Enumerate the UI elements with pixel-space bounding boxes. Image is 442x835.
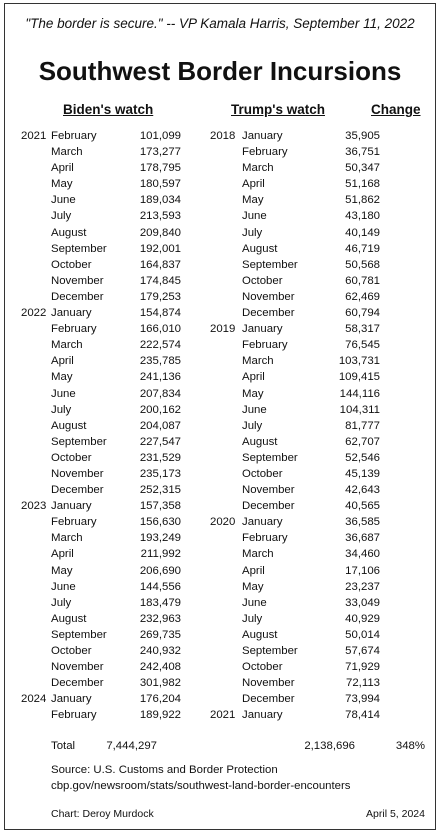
- trump-row: [210, 144, 390, 160]
- month-label: December: [51, 677, 104, 690]
- month-label: March: [51, 146, 83, 159]
- biden-row: [21, 434, 199, 450]
- biden-row: [21, 595, 199, 611]
- month-label: August: [51, 419, 87, 432]
- month-label: September: [51, 628, 107, 641]
- biden-row: [21, 643, 199, 659]
- biden-row: [21, 208, 199, 224]
- encounter-value: 144,556: [139, 580, 181, 593]
- quote: "The border is secure." -- VP Kamala Harris, September 11, 2022: [25, 16, 415, 31]
- encounter-value: 35,905: [345, 130, 380, 142]
- biden-row: [21, 546, 199, 562]
- encounter-value: 211,992: [140, 548, 181, 561]
- month-label: October: [242, 467, 283, 480]
- biden-row: [21, 659, 199, 675]
- encounter-value: 200,162: [139, 403, 181, 416]
- encounter-value: 269,735: [139, 628, 181, 641]
- month-label: January: [242, 709, 283, 722]
- month-label: April: [242, 371, 265, 384]
- trump-row: [210, 530, 390, 546]
- month-label: February: [51, 516, 97, 529]
- encounter-value: 46,719: [345, 242, 380, 255]
- trump-row: [210, 691, 390, 707]
- encounter-value: 189,034: [139, 194, 181, 207]
- encounter-value: 62,707: [345, 435, 380, 448]
- trump-row: [210, 353, 390, 369]
- encounter-value: 72,113: [346, 677, 380, 690]
- biden-row: [21, 160, 199, 176]
- chart-date: April 5, 2024: [366, 808, 425, 820]
- encounter-value: 103,731: [338, 355, 380, 368]
- trump-row: [210, 675, 390, 691]
- chart-credit: Chart: Deroy Murdock: [51, 808, 154, 820]
- biden-row: [21, 241, 199, 257]
- biden-row: [21, 514, 199, 530]
- month-label: July: [51, 596, 72, 609]
- month-label: March: [51, 339, 83, 352]
- trump-row: [210, 546, 390, 562]
- month-label: November: [242, 677, 295, 690]
- encounter-value: 50,014: [345, 628, 380, 641]
- encounter-value: 40,929: [345, 612, 380, 625]
- encounter-value: 40,149: [345, 226, 380, 239]
- month-label: February: [242, 146, 288, 159]
- page-title: Southwest Border Incursions: [38, 56, 402, 86]
- encounter-value: 157,358: [139, 500, 181, 513]
- month-label: April: [242, 178, 265, 191]
- month-label: August: [242, 628, 278, 641]
- trump-row: [210, 208, 390, 224]
- header-biden: Biden's watch: [63, 102, 154, 117]
- year-label: 2018: [210, 130, 236, 142]
- biden-row: [21, 321, 199, 337]
- encounter-value: 301,982: [139, 677, 181, 690]
- biden-row: [21, 402, 199, 418]
- encounter-value: 51,862: [345, 194, 380, 207]
- encounter-value: 81,777: [345, 419, 380, 432]
- encounter-value: 109,415: [338, 371, 380, 384]
- encounter-value: 104,311: [339, 403, 380, 416]
- trump-row: [210, 643, 390, 659]
- biden-row: [21, 144, 199, 160]
- biden-row: [21, 337, 199, 353]
- encounter-value: 166,010: [139, 323, 181, 336]
- encounter-value: 73,994: [345, 693, 380, 706]
- encounter-value: 33,049: [345, 596, 380, 609]
- month-label: April: [51, 355, 74, 368]
- encounter-value: 36,751: [345, 146, 380, 159]
- trump-row: [210, 563, 390, 579]
- month-label: June: [242, 596, 267, 609]
- month-label: September: [51, 242, 107, 255]
- year-label: 2021: [210, 709, 236, 722]
- encounter-value: 43,180: [345, 210, 380, 223]
- month-label: December: [242, 693, 295, 706]
- month-label: August: [51, 226, 87, 239]
- trump-row: [210, 257, 390, 273]
- biden-row: [21, 482, 199, 498]
- encounter-value: 193,249: [139, 532, 181, 545]
- encounter-value: 52,546: [345, 451, 380, 464]
- month-label: November: [51, 661, 104, 674]
- trump-row: [210, 241, 390, 257]
- biden-row: [21, 530, 199, 546]
- encounter-value: 45,139: [345, 467, 380, 480]
- month-label: February: [242, 532, 288, 545]
- encounter-value: 183,479: [139, 596, 181, 609]
- year-label: 2021: [21, 130, 47, 142]
- encounter-value: 58,317: [345, 323, 380, 336]
- month-label: November: [242, 484, 295, 497]
- encounter-value: 62,469: [345, 290, 380, 303]
- month-label: May: [51, 564, 73, 577]
- biden-row: [21, 305, 199, 321]
- month-label: April: [51, 162, 74, 175]
- encounter-value: 176,204: [139, 693, 181, 706]
- encounter-value: 179,253: [139, 290, 181, 303]
- encounter-value: 60,794: [345, 307, 380, 320]
- month-label: December: [51, 484, 104, 497]
- trump-row: [210, 611, 390, 627]
- month-label: January: [242, 130, 283, 142]
- trump-row: [210, 160, 390, 176]
- year-label: 2019: [210, 323, 236, 336]
- month-label: February: [242, 339, 288, 352]
- month-label: April: [51, 548, 74, 561]
- encounter-value: 51,168: [345, 178, 380, 191]
- biden-column: [21, 128, 199, 723]
- encounter-value: 71,929: [345, 661, 380, 674]
- trump-row: [210, 627, 390, 643]
- trump-row: [210, 386, 390, 402]
- month-label: July: [242, 419, 263, 432]
- trump-row: [210, 418, 390, 434]
- month-label: November: [51, 274, 104, 287]
- month-label: June: [242, 403, 267, 416]
- encounter-value: 240,932: [139, 645, 181, 657]
- encounter-value: 154,874: [139, 307, 181, 320]
- month-label: March: [242, 162, 274, 175]
- encounter-value: 17,106: [345, 564, 380, 577]
- biden-row: [21, 128, 199, 144]
- month-label: February: [51, 709, 97, 722]
- month-label: July: [242, 612, 263, 625]
- trump-column: [210, 128, 390, 723]
- month-label: December: [242, 500, 295, 513]
- total-trump: 2,138,696: [304, 740, 355, 752]
- trump-row: [210, 321, 390, 337]
- biden-row: [21, 192, 199, 208]
- month-label: March: [242, 355, 274, 368]
- encounter-value: 36,687: [345, 532, 380, 545]
- encounter-value: 156,630: [139, 516, 181, 529]
- month-label: December: [51, 290, 104, 303]
- trump-row: [210, 579, 390, 595]
- biden-row: [21, 675, 199, 691]
- encounter-value: 174,845: [139, 274, 181, 287]
- month-label: November: [242, 290, 295, 303]
- month-label: January: [242, 323, 283, 336]
- month-label: September: [242, 258, 298, 271]
- biden-row: [21, 563, 199, 579]
- trump-row: [210, 128, 390, 144]
- biden-row: [21, 257, 199, 273]
- biden-row: [21, 498, 199, 514]
- month-label: June: [51, 580, 76, 593]
- encounter-value: 206,690: [139, 564, 181, 577]
- month-label: May: [51, 178, 73, 191]
- encounter-value: 204,087: [139, 419, 181, 432]
- total-change: 348%: [395, 740, 425, 752]
- month-label: January: [51, 693, 92, 706]
- trump-row: [210, 192, 390, 208]
- month-label: November: [51, 467, 104, 480]
- encounter-value: 42,643: [345, 484, 380, 497]
- biden-row: [21, 466, 199, 482]
- trump-row: [210, 337, 390, 353]
- trump-row: [210, 450, 390, 466]
- encounter-value: 164,837: [139, 258, 181, 271]
- total-biden: 7,444,297: [106, 740, 157, 752]
- trump-row: [210, 659, 390, 675]
- trump-row: [210, 466, 390, 482]
- encounter-value: 235,173: [139, 467, 181, 480]
- encounter-value: 144,116: [339, 387, 380, 400]
- encounter-value: 34,460: [345, 548, 380, 561]
- encounter-value: 241,136: [139, 371, 181, 384]
- trump-row: [210, 707, 390, 723]
- month-label: February: [51, 323, 97, 336]
- year-label: 2024: [21, 693, 47, 706]
- header-trump: Trump's watch: [231, 102, 325, 117]
- source-line-2: cbp.gov/newsroom/stats/southwest-land-border-encounters: [51, 780, 351, 792]
- trump-row: [210, 369, 390, 385]
- month-label: October: [51, 451, 92, 464]
- month-label: May: [242, 580, 264, 593]
- trump-row: [210, 514, 390, 530]
- biden-row: [21, 627, 199, 643]
- biden-row: [21, 579, 199, 595]
- month-label: March: [51, 532, 83, 545]
- biden-row: [21, 386, 199, 402]
- month-label: September: [242, 451, 298, 464]
- trump-row: [210, 482, 390, 498]
- encounter-value: 101,099: [139, 130, 181, 142]
- encounter-value: 242,408: [139, 661, 181, 674]
- document-frame: [4, 3, 436, 830]
- month-label: May: [51, 371, 73, 384]
- month-label: February: [51, 130, 97, 142]
- trump-row: [210, 402, 390, 418]
- encounter-value: 50,568: [345, 258, 380, 271]
- month-label: July: [51, 210, 72, 223]
- trump-row: [210, 305, 390, 321]
- encounter-value: 232,963: [139, 612, 181, 625]
- trump-row: [210, 176, 390, 192]
- trump-row: [210, 225, 390, 241]
- month-label: August: [242, 435, 278, 448]
- trump-row: [210, 434, 390, 450]
- encounter-value: 227,547: [139, 435, 181, 448]
- year-label: 2022: [21, 307, 47, 320]
- month-label: October: [51, 645, 92, 657]
- month-label: January: [51, 307, 92, 320]
- month-label: July: [242, 226, 263, 239]
- month-label: March: [242, 548, 274, 561]
- biden-row: [21, 611, 199, 627]
- encounter-value: 36,585: [345, 516, 380, 529]
- month-label: June: [51, 387, 76, 400]
- month-label: October: [242, 661, 283, 674]
- encounter-value: 40,565: [345, 500, 380, 513]
- month-label: June: [51, 194, 76, 207]
- encounter-value: 60,781: [345, 274, 380, 287]
- biden-row: [21, 225, 199, 241]
- encounter-value: 173,277: [139, 146, 181, 159]
- encounter-value: 180,597: [139, 178, 181, 191]
- biden-row: [21, 450, 199, 466]
- month-label: April: [242, 564, 265, 577]
- biden-row: [21, 289, 199, 305]
- header-change: Change: [371, 102, 421, 117]
- encounter-value: 178,795: [139, 162, 181, 175]
- encounter-value: 78,414: [345, 709, 380, 722]
- year-label: 2020: [210, 516, 236, 529]
- month-label: July: [51, 403, 72, 416]
- trump-row: [210, 595, 390, 611]
- month-label: May: [242, 387, 264, 400]
- month-label: January: [242, 516, 283, 529]
- month-label: June: [242, 210, 267, 223]
- biden-row: [21, 273, 199, 289]
- month-label: December: [242, 307, 295, 320]
- month-label: October: [242, 274, 283, 287]
- encounter-value: 192,001: [139, 242, 181, 255]
- encounter-value: 189,922: [139, 709, 181, 722]
- month-label: August: [242, 242, 278, 255]
- month-label: September: [51, 435, 107, 448]
- encounter-value: 252,315: [139, 484, 181, 497]
- encounter-value: 213,593: [139, 210, 181, 223]
- month-label: September: [242, 645, 298, 657]
- trump-row: [210, 273, 390, 289]
- year-label: 2023: [21, 500, 47, 513]
- source-line-1: Source: U.S. Customs and Border Protection: [51, 764, 278, 776]
- encounter-value: 57,674: [345, 645, 380, 657]
- month-label: August: [51, 612, 87, 625]
- encounter-value: 207,834: [139, 387, 181, 400]
- month-label: October: [51, 258, 92, 271]
- trump-row: [210, 498, 390, 514]
- biden-row: [21, 691, 199, 707]
- total-label: Total: [51, 740, 76, 752]
- encounter-value: 231,529: [139, 451, 181, 464]
- encounter-value: 76,545: [345, 339, 380, 352]
- biden-row: [21, 369, 199, 385]
- biden-row: [21, 418, 199, 434]
- biden-row: [21, 176, 199, 192]
- encounter-value: 209,840: [139, 226, 181, 239]
- month-label: May: [242, 194, 264, 207]
- biden-row: [21, 353, 199, 369]
- encounter-value: 50,347: [345, 162, 380, 175]
- biden-row: [21, 707, 199, 723]
- encounter-value: 235,785: [139, 355, 181, 368]
- encounter-value: 222,574: [139, 339, 181, 352]
- encounter-value: 23,237: [345, 580, 380, 593]
- trump-row: [210, 289, 390, 305]
- month-label: January: [51, 500, 92, 513]
